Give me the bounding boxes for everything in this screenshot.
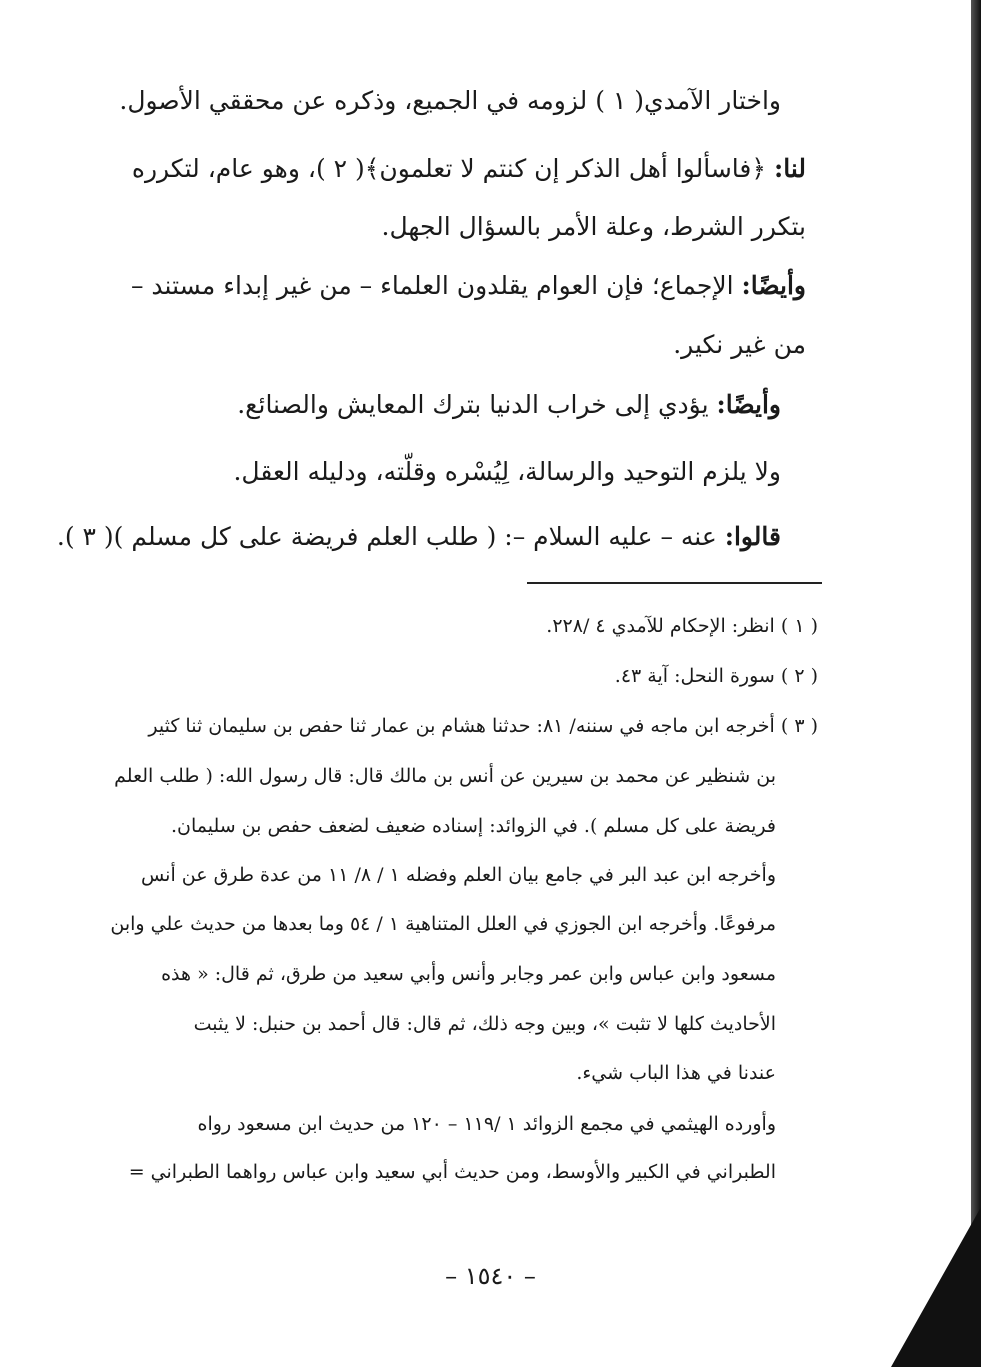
page-number: – ١٥٤٠ –: [445, 1262, 536, 1290]
footnote-3-line-2: بن شنظير عن محمد بن سيرين عن أنس بن مالك قال: قال رسول الله: ( طلب العلم: [114, 765, 776, 787]
footnote-1: ( ١ ) انظر: الإحكام للآمدي ٤ /٢٢٨.: [546, 615, 818, 637]
body-paragraph-ijma-line-1: [131, 269, 806, 303]
footnote-3-line-9: وأورده الهيثمي في مجمع الزوائد ١ /١١٩ – ١٢٠ من حديث ابن مسعود رواه: [197, 1113, 776, 1135]
body-paragraph-tawhid: ولا يلزم التوحيد والرسالة، لِيُسْره وقلّته، ودليله العقل.: [233, 457, 781, 486]
paragraph-label: وأيضًا:: [716, 390, 781, 419]
footnote-3-line-1: ( ٣ ) أخرجه ابن ماجه في سننه/ ٨١: حدثنا هشام بن عمار ثنا حفص بن سليمان ثنا كثير: [148, 715, 818, 737]
footnote-divider: [527, 582, 822, 584]
body-paragraph-qalu: [57, 520, 781, 554]
footnote-3-line-3: فريضة على كل مسلم ). في الزوائد: إسناده ضعيف لضعف حفص بن سليمان.: [170, 815, 776, 837]
page-corner-shadow: [891, 1207, 981, 1367]
footnote-3-line-10: الطبراني في الكبير والأوسط، ومن حديث أبي سعيد وابن عباس رواهما الطبراني =: [128, 1161, 776, 1183]
page-binding-edge: [971, 0, 981, 1367]
footnote-3-line-5: مرفوعًا. وأخرجه ابن الجوزي في العلل المتناهية ١ / ٥٤ وما بعدها من حديث علي وابن: [110, 913, 776, 935]
quran-quote-text: ﴿فاسألوا أهل الذكر إن كنتم لا تعلمون﴾( ٢ )، وهو عام، لتكرره: [131, 154, 774, 183]
hadith-text: عنه – عليه السلام –: ( طلب العلم فريضة على كل مسلم )( ٣ ).: [56, 522, 725, 551]
paragraph-text: يؤدي إلى خراب الدنيا بترك المعايش والصنائع.: [237, 390, 717, 419]
footnote-3-line-6: مسعود وابن عباس وابن عمر وجابر وأنس وأبي سعيد من طرق، ثم قال: « هذه: [161, 963, 776, 985]
footnote-3-line-4: وأخرجه ابن عبد البر في جامع بيان العلم وفضله ١ / ٨/ ١١ من عدة طرق عن أنس: [140, 864, 776, 886]
paragraph-text: الإجماع؛ فإن العوام يقلدون العلماء – من غير إبداء مستند –: [130, 271, 742, 300]
footnote-3-line-7: الأحاديث كلها لا تثبت »، وبين وجه ذلك، ثم قال: قال أحمد بن حنبل: لا يثبت: [193, 1013, 776, 1035]
body-paragraph-ijma-line-2: من غير نكير.: [673, 330, 806, 359]
body-paragraph-dunya: [237, 388, 781, 422]
body-paragraph-lana-line-1: [132, 152, 806, 186]
footnote-2: ( ٢ ) سورة النحل: آية ٤٣.: [614, 665, 818, 687]
body-paragraph-lana-line-2: بتكرر الشرط، وعلة الأمر بالسؤال الجهل.: [381, 212, 806, 241]
paragraph-label: وأيضًا:: [741, 271, 806, 300]
body-line-1: واختار الآمدي( ١ ) لزومه في الجميع، وذكره عن محققي الأصول.: [119, 86, 781, 115]
footnote-3-line-8: عندنا في هذا الباب شيء.: [576, 1062, 776, 1084]
paragraph-label: قالوا:: [724, 522, 781, 551]
paragraph-label: لنا:: [773, 154, 806, 183]
